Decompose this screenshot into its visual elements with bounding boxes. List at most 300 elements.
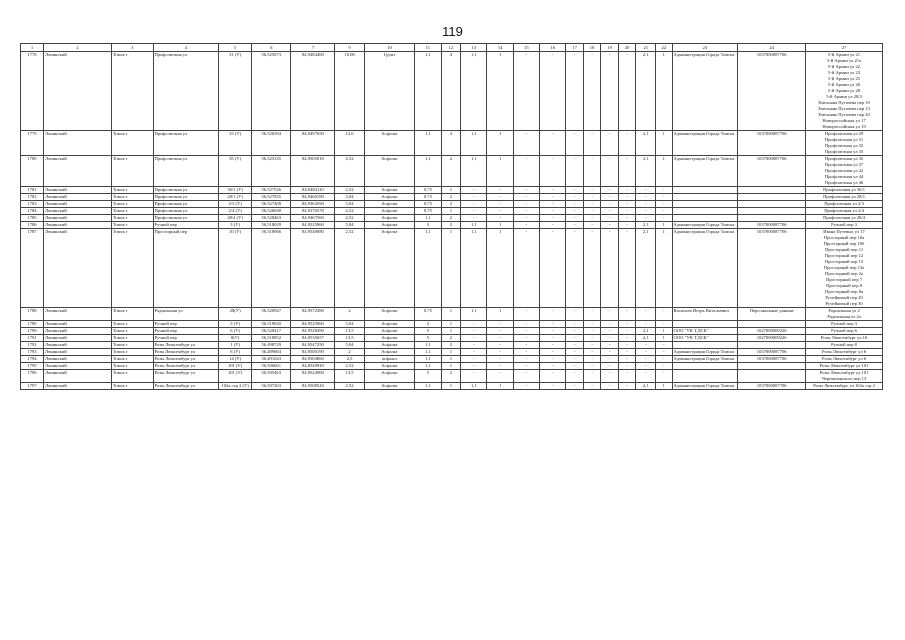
table-cell: - [601,349,619,356]
table-cell: 1788 [21,308,44,321]
table-cell: - [618,215,636,222]
table-cell: 1,1 [415,356,441,363]
address-line: Радиальная ул 2а [827,314,861,319]
address-line: Ручейковый пер 29 [825,295,863,300]
table-cell: Томск г [111,52,153,131]
address-line: Просторный пер 10б [823,241,865,246]
table-cell: 1 [487,131,513,156]
table-cell: 33 (У) [219,131,252,156]
table-cell: - [566,215,584,222]
table-cell: Ленинский [44,363,112,370]
table-cell: Ленинский [44,356,112,363]
table-cell: - [636,308,656,321]
table-cell: 2,52 [335,156,365,187]
table-cell: асфальт [364,356,414,363]
table-cell: 1027000009226 [738,335,806,342]
table-cell: 56,491643 [252,356,291,363]
table-cell: 1797 [21,383,44,390]
table-cell: 10 (У) [219,229,252,308]
table-cell: 56,520417 [252,328,291,335]
table-cell: 10,06 [335,52,365,131]
table-row [21,52,883,131]
table-cell: - [461,208,487,215]
address-line: Розы Люксембург ул 102а стр 2 [813,383,875,388]
table-cell: 1037000087706 [738,229,806,308]
address-line: Профсоюзная ул 37 [824,162,864,167]
table-cell: - [461,356,487,363]
table-cell: - [583,201,601,208]
table-cell: 1 [441,229,461,308]
table-cell [672,321,738,328]
table-cell: Томск г [111,156,153,187]
table-cell: - [540,335,566,342]
table-cell [672,208,738,215]
table-cell: - [618,370,636,383]
table-cell: 1 [441,328,461,335]
table-cell: 0,75 [415,201,441,208]
table-cell: Розы Люксембург ул [153,349,219,356]
table-cell: Администрация Города Томска [672,356,738,363]
table-cell: - [583,222,601,229]
table-cell: Грунт [364,52,414,131]
table-cell: Профсоюзная ул [153,201,219,208]
column-header: 9 [335,44,365,52]
table-cell: - [513,308,539,321]
table-cell: Профсоюзная ул [153,131,219,156]
table-cell: 1793 [21,349,44,356]
table-cell: - [461,194,487,201]
table-cell: 1 [441,363,461,370]
table-cell [806,321,883,328]
table-cell: - [601,215,619,222]
table-cell: 101 (У) [219,370,252,383]
table-cell: 1,1 [461,229,487,308]
address-line: Профсоюзная ул 46 [824,180,864,185]
table-cell: - [540,349,566,356]
table-cell: 0,75 [415,194,441,201]
table-cell: 1784 [21,208,44,215]
table-cell: - [618,356,636,363]
table-cell: - [513,370,539,383]
table-cell: - [513,156,539,187]
table-cell: 56,518066 [252,229,291,308]
table-cell: - [583,363,601,370]
table-cell [806,52,883,131]
table-cell: Ручной пер [153,321,219,328]
table-cell: 1783 [21,201,44,208]
address-line: Просторный пер 13 [824,259,864,264]
table-cell: 1,1 [415,363,441,370]
table-cell: - [487,328,513,335]
table-cell [806,363,883,370]
table-cell: Розы Люксембург ул [153,363,219,370]
table-cell: - [566,328,584,335]
table-cell: - [583,383,601,390]
table-cell [806,356,883,363]
table-row [21,194,883,201]
address-line: Просторный пер 11 [825,247,864,252]
table-row [21,342,883,349]
table-cell: - [513,328,539,335]
table-cell: 84,9547250 [291,342,335,349]
table-cell: - [513,201,539,208]
table-cell: 5 [415,328,441,335]
table-cell: 1,1 [415,349,441,356]
table-cell: - [618,52,636,131]
table-cell: - [618,349,636,356]
table-cell: 31 (У) [219,52,252,131]
address-line: Емельяна Пугачева пер 20 [818,112,870,117]
table-cell [806,229,883,308]
table-cell: 1 [487,308,513,321]
table-cell: - [636,321,656,328]
table-cell: - [601,156,619,187]
table-cell: 2,1 [636,383,656,390]
table-cell: - [513,383,539,390]
table-cell [672,187,738,194]
table-cell: Ленинский [44,349,112,356]
table-cell: - [566,201,584,208]
table-row [21,335,883,342]
table-cell: - [540,321,566,328]
table-cell: - [636,187,656,194]
table-cell: 2,1 [636,328,656,335]
column-header: 11 [415,44,441,52]
table-cell: Ленинский [44,383,112,390]
table-cell: 84,9364590 [291,201,335,208]
table-cell: Ручной пер [153,328,219,335]
table-cell: Ленинский [44,156,112,187]
table-cell: - [656,321,672,328]
table-cell: Администрация Города Томска [672,383,738,390]
table-cell: 1037000087706 [738,131,806,156]
table-cell: - [583,156,601,187]
table-cell: 56,506061 [252,363,291,370]
table-cell: 84,8549920 [291,363,335,370]
table-cell: Томск г [111,356,153,363]
table-cell: Радиальная ул [153,308,219,321]
table-cell: - [583,187,601,194]
table-cell: - [461,201,487,208]
table-cell: - [566,335,584,342]
table-cell: - [583,356,601,363]
address-line: Ручной пер 8 [831,342,857,347]
table-cell: Томск г [111,215,153,222]
table-cell: 28(У) [219,308,252,321]
table-cell: 84,9376570 [291,208,335,215]
table-cell: Томск г [111,349,153,356]
table-cell: 2 [441,370,461,383]
table-cell: 1792 [21,342,44,349]
table-cell: 1 [441,187,461,194]
address-line: 5-й Армии ул 21 [828,52,861,57]
table-cell: 56,518852 [252,335,291,342]
table-cell: - [601,370,619,383]
table-cell: 2,1 [636,229,656,308]
column-header: 12 [441,44,461,52]
table-cell: Ленинский [44,194,112,201]
address-line: Профсоюзная ул 35 [824,156,864,161]
address-line: 5-й Армии ул 28 [828,88,861,93]
table-cell: Профсоюзная ул [153,187,219,194]
table-cell: 1787 [21,229,44,308]
table-cell: 1037000087706 [738,349,806,356]
table-cell: 1 [487,229,513,308]
table-cell: - [513,349,539,356]
table-cell: Томск г [111,363,153,370]
table-cell: - [656,194,672,201]
table-cell: - [656,356,672,363]
address-line: Черемшанского пер 13 [821,376,867,381]
table-cell: 2 [441,222,461,229]
address-line: Профсоюзная ул 29 [824,131,864,136]
table-cell: Асфальт [364,131,414,156]
address-line: 5-й Армии ул 22 [828,64,861,69]
table-cell [806,328,883,335]
table-cell: Персональные данные [738,308,806,321]
table-cell: Администрация Города Томска [672,131,738,156]
table-row [21,370,883,383]
table-cell: Томск г [111,383,153,390]
table-cell [806,349,883,356]
table-cell: 3 [415,222,441,229]
column-header: 10 [364,44,414,52]
table-cell: Ленинский [44,229,112,308]
column-header: 1 [21,44,44,52]
table-cell [806,215,883,222]
table-cell: - [487,321,513,328]
table-cell: 84,9460180 [291,194,335,201]
header-row [21,44,883,52]
address-line: Новороссийская ул 17 [822,118,866,123]
table-cell: Томск г [111,321,153,328]
table-cell: 1,1 [461,52,487,131]
table-cell: - [618,156,636,187]
table-cell: 0,75 [415,208,441,215]
table-cell: 56,526038 [252,208,291,215]
address-line: Розы Люксембург ул 16 [820,335,868,340]
column-header: 24 [738,44,806,52]
table-cell: Розы Люксембург ул [153,383,219,390]
table-cell [738,201,806,208]
table-cell: - [601,229,619,308]
table-cell: Ленинский [44,328,112,335]
table-cell: - [656,349,672,356]
table-cell: - [636,342,656,349]
address-line: Просторный пер 8а [825,289,864,294]
table-cell: - [618,187,636,194]
table-cell [738,194,806,201]
table-cell: Томск г [111,194,153,201]
address-line: Радиальная ул 2 [828,308,860,313]
table-cell: 5,04 [335,321,365,328]
table-cell: Ленинский [44,370,112,383]
table-cell: - [513,131,539,156]
table-cell: 84,9467560 [291,215,335,222]
table-cell: Томск г [111,187,153,194]
table-cell: - [540,208,566,215]
table-cell: 1037000087706 [738,52,806,131]
address-line: Новороссийская ул 19 [822,124,866,129]
address-line: Просторный пер 8 [826,283,863,288]
table-cell: - [487,342,513,349]
table-cell: 84,9572380 [291,308,335,321]
table-cell: 1 [656,335,672,342]
table-cell: Администрация Города Томска [672,52,738,131]
table-cell: Администрация Города Томска [672,349,738,356]
table-cell: Ленинский [44,52,112,131]
table-cell: 1 [441,383,461,390]
table-cell: ООО "УК Т.ДСК" [672,328,738,335]
table-row [21,208,883,215]
table-cell: Ленинский [44,215,112,222]
table-cell: - [583,208,601,215]
table-cell: Васильев Игорь Витальевич [672,308,738,321]
table-cell: Ленинский [44,131,112,156]
table-cell [672,201,738,208]
table-cell: - [513,194,539,201]
address-line: 5-й Армии ул 21а [827,58,862,63]
table-cell: 2,52 [335,363,365,370]
table-cell: - [513,208,539,215]
table-cell: - [583,229,601,308]
table-cell: 5,04 [335,342,365,349]
table-cell: 56,507263 [252,383,291,390]
table-cell: - [566,321,584,328]
table-cell [806,370,883,383]
table-cell: - [540,328,566,335]
table-cell: - [540,131,566,156]
table-cell: 2,52 [335,208,365,215]
table-cell: Асфальт [364,201,414,208]
table-cell: - [618,335,636,342]
table-cell: - [601,328,619,335]
table-cell: 1778 [21,52,44,131]
address-line: Просторный пер 12 [824,253,864,258]
table-cell: - [566,187,584,194]
address-line: Профсоюзная ул 31 [824,137,864,142]
table-cell: 1781 [21,187,44,194]
address-line: Профсоюзная ул 33 [824,143,864,148]
table-cell: - [656,208,672,215]
table-cell: Ленинский [44,222,112,229]
table-cell: 101 (У) [219,363,252,370]
table-cell: 13,5 [335,370,365,383]
table-row [21,222,883,229]
table-cell: - [636,215,656,222]
address-line: Ивана Путевых ул 17 [823,229,865,234]
table-cell: 1 [487,52,513,131]
table-cell [806,383,883,390]
table-row [21,363,883,370]
table-row [21,229,883,308]
column-header: 19 [601,44,619,52]
column-header: 22 [656,44,672,52]
table-cell [738,208,806,215]
table-cell: 1 (У) [219,342,252,349]
table-cell: 2 [441,335,461,342]
table-row [21,201,883,208]
table-cell: - [601,201,619,208]
table-cell: Асфальт [364,215,414,222]
table-cell: 2,1 [636,52,656,131]
table-row [21,215,883,222]
table-cell: Асфальт [364,328,414,335]
table-cell: 2/3 (У) [219,201,252,208]
table-cell: - [487,215,513,222]
table-row [21,328,883,335]
table-cell: - [601,222,619,229]
table-cell: - [601,208,619,215]
table-cell: - [583,131,601,156]
table-cell [806,208,883,215]
table-cell: - [540,194,566,201]
table-cell: - [601,356,619,363]
table-cell: 1795 [21,363,44,370]
table-cell: Ленинский [44,187,112,194]
table-cell: 1 [656,52,672,131]
table-cell [806,342,883,349]
address-line: 5-й Армии ул 23 [828,70,861,75]
table-cell: 1,1 [415,229,441,308]
table-cell [806,335,883,342]
table-cell: - [636,363,656,370]
column-header: 16 [540,44,566,52]
table-cell: 1785 [21,215,44,222]
table-cell [738,187,806,194]
table-cell: - [487,208,513,215]
table-cell: - [487,349,513,356]
table-cell: - [618,194,636,201]
table-cell: Асфальт [364,349,414,356]
table-cell: - [461,342,487,349]
table-cell: Профсоюзная ул [153,194,219,201]
table-cell: - [566,208,584,215]
table-cell: 1,1 [415,215,441,222]
table-cell: 1789 [21,321,44,328]
table-cell: - [618,131,636,156]
address-line: Розы Люксембург ул 6 [822,349,867,354]
column-header: 27 [806,44,883,52]
table-cell: 1037000087706 [738,156,806,187]
table-cell: 1,1 [461,131,487,156]
table-cell: 1779 [21,131,44,156]
table-cell: 5,04 [335,201,365,208]
table-cell: Томск г [111,208,153,215]
table-cell: 2,5 [335,356,365,363]
table-cell: - [566,356,584,363]
table-row [21,156,883,187]
table-cell: Томск г [111,308,153,321]
address-line: Просторный пер 10а [823,235,865,240]
table-cell: 1,1 [415,342,441,349]
table-cell: 5 [415,370,441,383]
table-cell: 2,1 [636,131,656,156]
table-cell: - [566,229,584,308]
table-cell [806,201,883,208]
table-cell: Асфальт [364,363,414,370]
address-line: Профсоюзная ул 2/3 [824,201,864,206]
table-cell: - [618,383,636,390]
table-cell: - [566,131,584,156]
table-cell: - [566,156,584,187]
table-cell: - [618,321,636,328]
table-cell: 2 [335,308,365,321]
table-cell: 1 [656,328,672,335]
table-cell [806,187,883,194]
table-cell: Просторный пер [153,229,219,308]
table-cell: - [636,201,656,208]
